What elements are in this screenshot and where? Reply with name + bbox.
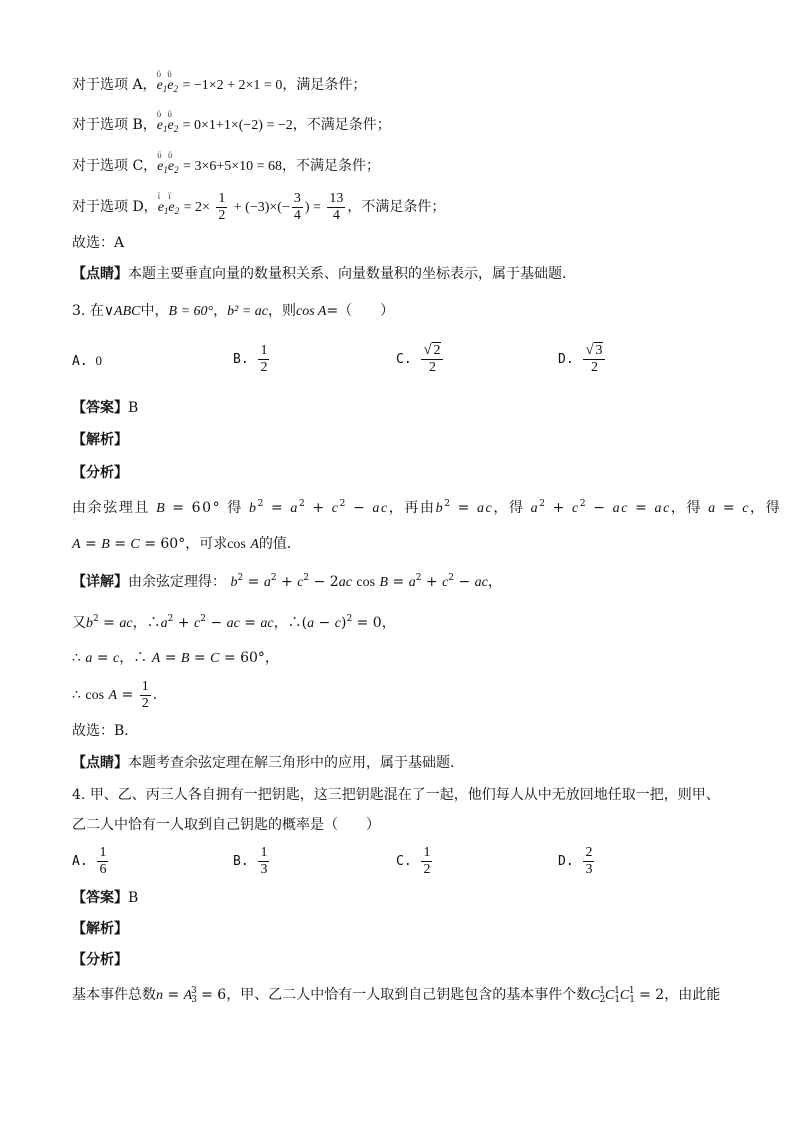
q3-text-d: =（ ） xyxy=(326,303,395,319)
option-c-suffix: ，不满足条件； xyxy=(282,158,381,174)
q3-detail-line-1: 【详解】由余弦定理得： $b^2 = a^2 + c^2 - 2ac$ $\cos B = a^2 + c^2$ − ac， xyxy=(72,573,502,590)
option-b-suffix: ，不满足条件； xyxy=(292,117,391,133)
therefore-symbol: ∴ xyxy=(72,687,81,703)
q3-choose: 故选：B． xyxy=(72,723,139,739)
q4-analysis-line: 基本事件总数$n = A_3^3 = 6$，甲、乙二人中恰有一人取到自己钥匙包含的基本事件个数$C_2^1C_1^1C_1^1 = 2$，由此能 xyxy=(72,986,721,1005)
text: 由余弦定理得： xyxy=(128,574,226,590)
text: ，得 xyxy=(750,500,782,516)
option-value: 0 xyxy=(95,353,102,368)
fraction-one-half xyxy=(216,191,227,224)
q3-condition-2: b² = ac xyxy=(227,304,268,319)
comment-tag: 【点睛】 xyxy=(72,266,128,282)
q3-condition-1: B = 60° xyxy=(168,304,214,319)
fraction-den: 4 xyxy=(332,207,340,223)
option-d-expr-a: = 2× xyxy=(183,200,210,215)
fraction-num: 2 xyxy=(585,845,593,860)
text: ，甲、乙二人中恰有一人取到自己钥匙包含的基本事件个数 xyxy=(226,987,591,1003)
text: ，得 xyxy=(493,500,525,516)
fraction-den: 6 xyxy=(99,862,107,877)
fraction-den: 2 xyxy=(218,207,226,223)
option-label: A. xyxy=(72,354,88,369)
answer-tag: 【答案】 xyxy=(72,400,128,416)
fraction-den: 2 xyxy=(590,360,598,375)
fraction-den: 3 xyxy=(585,862,593,877)
q3-text-a: 在 xyxy=(89,303,104,319)
option-c-expr: = 3×6+5×10 = 68 xyxy=(183,159,283,174)
option-b-expr: = 0×1+1×(−2) = −2 xyxy=(182,118,293,133)
q4-answer xyxy=(72,888,734,908)
fraction-num: 1 xyxy=(218,190,226,206)
question-3-stem xyxy=(72,301,734,322)
option-label: B. xyxy=(233,854,249,869)
option-a-suffix: ，满足条件； xyxy=(282,77,367,93)
q3-answer xyxy=(72,398,734,418)
text: 基本事件总数 xyxy=(72,987,156,1003)
detail-tag: 【详解】 xyxy=(72,574,128,590)
option-a-expr: = −1×2 + 2×1 = 0 xyxy=(182,78,283,93)
question-number: 3. xyxy=(72,303,86,319)
q3-fenxi: 【分析】 xyxy=(72,465,128,481)
option-a-evaluation: 对于选项 A，ϋ $e_1ϋ$ $e_2 = -1\times 2 + 2\times 1 = 0$，满足条件； xyxy=(72,75,734,96)
q3-analysis-line-1: 由余弦理且 B = 60° 得 $b^2 = a^2 + c^2$ − ac，再由$b^2$ = ac，得 $a^2 + c^2$ − ac = ac，得 a = c，得 xyxy=(72,499,782,516)
option-c-prefix: 对于选项 C， xyxy=(72,158,158,174)
comment-text: 本题主要垂直向量的数量积关系、向量数量积的坐标表示，属于基础题． xyxy=(128,266,576,282)
fraction-den: 4 xyxy=(293,207,301,223)
fraction-num: 13 xyxy=(329,190,344,206)
q4-text-1: 甲、乙、丙三人各自拥有一把钥匙，这三把钥匙混在了一起，他们每人从中无放回地任取一把，则甲、 xyxy=(89,787,720,803)
text: 得 xyxy=(227,500,243,516)
answer-tag: 【答案】 xyxy=(72,890,128,906)
q4-option-c xyxy=(396,845,434,878)
option-label: B. xyxy=(233,352,249,367)
previous-comment xyxy=(72,264,734,284)
q3-detail-line-4: ∴ cos A = $\frac{1}{2}$ ． xyxy=(72,678,167,711)
fraction-num: 1 xyxy=(99,845,107,860)
text: ，由此能 xyxy=(664,987,721,1003)
q3-analysis-line-2: A = B = C = 60°，可求cos A的值． xyxy=(72,536,301,552)
sqrt-radicand: 3 xyxy=(595,343,603,358)
text: ，再由 xyxy=(388,500,436,516)
option-label: D. xyxy=(558,352,574,367)
q3-option-c xyxy=(396,343,445,376)
previous-choice: 故选：A xyxy=(72,235,125,251)
fraction-den: 3 xyxy=(260,862,268,877)
option-label: D. xyxy=(558,854,574,869)
q3-detail-line-2: 又$b^2$ = ac，$\therefore a^2 + c^2$ − ac = ac，∴(a − c)$^2$ = 0， xyxy=(72,614,396,631)
therefore-symbol: ∴ xyxy=(72,650,81,666)
option-d-suffix: ，不满足条件； xyxy=(347,199,446,215)
q3-text-c: ，则 xyxy=(267,303,296,319)
q4-option-d xyxy=(558,845,596,878)
option-a-prefix: 对于选项 A， xyxy=(72,77,157,93)
q3-option-d xyxy=(558,343,607,376)
option-d-expr-b: + (−3)×(− xyxy=(233,200,290,215)
option-d-evaluation: 对于选项 D，ϊ $e_1ϊ$ $e_2 = 2\times$ $\frac{1}{2}$ + (−3)×(− $\frac{3}{4}$ ) = $\frac{13}{4}$ ，不满足条件； xyxy=(72,189,734,226)
q3-option-a xyxy=(72,351,102,372)
fraction-num: 1 xyxy=(423,845,431,860)
q3-text-b: 中， xyxy=(140,303,169,319)
fraction-den: 2 xyxy=(428,360,436,375)
answer-value: B xyxy=(128,890,139,906)
q3-jiexi: 【解析】 xyxy=(72,432,128,448)
text: 又 xyxy=(72,615,86,631)
option-d-expr-c: ) = xyxy=(304,200,321,215)
text: 由余弦理且 xyxy=(72,500,150,516)
option-b-evaluation: 对于选项 B，ϋ $e_1ϋ$ $e_2 = 0\times 1+1\times(-2) = -2$，不满足条件； xyxy=(72,115,734,136)
fraction-den: 2 xyxy=(260,360,268,375)
sqrt-radicand: 2 xyxy=(433,343,441,358)
comment-text: 本题考查余弦定理在解三角形中的应用，属于基础题． xyxy=(128,755,464,771)
fraction-num: 1 xyxy=(260,845,268,860)
option-label: A. xyxy=(72,854,88,869)
q3-option-b xyxy=(233,343,271,376)
q4-fenxi: 【分析】 xyxy=(72,952,128,968)
option-label: C. xyxy=(396,352,412,367)
q4-option-b xyxy=(233,845,271,878)
q3-detail-line-3: ∴ a = c，∴ A = B = C = 60°， xyxy=(72,650,279,666)
text: ，可求 xyxy=(185,536,228,552)
fraction-thirteen-quarters xyxy=(327,191,345,224)
question-number: 4. xyxy=(72,787,86,803)
text: ，∴ xyxy=(132,615,161,631)
text: ，∴ xyxy=(273,615,302,631)
text: ，得 xyxy=(670,500,703,516)
option-b-prefix: 对于选项 B， xyxy=(72,117,157,133)
triangle-abc: ∨ABC xyxy=(103,304,141,319)
option-c-evaluation: 对于选项 C，ϋ $e_1ϋ$ $e_2 = 3\times 6+5\times 10 = 68$，不满足条件； xyxy=(72,156,734,177)
question-4-stem-line-2: 乙二人中恰有一人取到自己钥匙的概率是（ ） xyxy=(72,817,380,833)
option-label: C. xyxy=(396,854,412,869)
q4-jiexi: 【解析】 xyxy=(72,921,128,937)
fraction-three-quarters xyxy=(292,191,303,224)
text: 的值． xyxy=(258,536,301,552)
q4-option-a xyxy=(72,845,110,878)
fraction-num: 3 xyxy=(293,190,301,206)
fraction-den: 2 xyxy=(423,862,431,877)
answer-value: B xyxy=(128,400,139,416)
q3-ask: cos A xyxy=(295,304,327,319)
comment-tag: 【点睛】 xyxy=(72,755,128,771)
q3-comment xyxy=(72,753,734,773)
option-d-prefix: 对于选项 D， xyxy=(72,199,158,215)
fraction-num: 1 xyxy=(260,343,268,358)
q3-sep: ， xyxy=(213,303,228,319)
question-4-stem-line-1 xyxy=(72,785,734,805)
